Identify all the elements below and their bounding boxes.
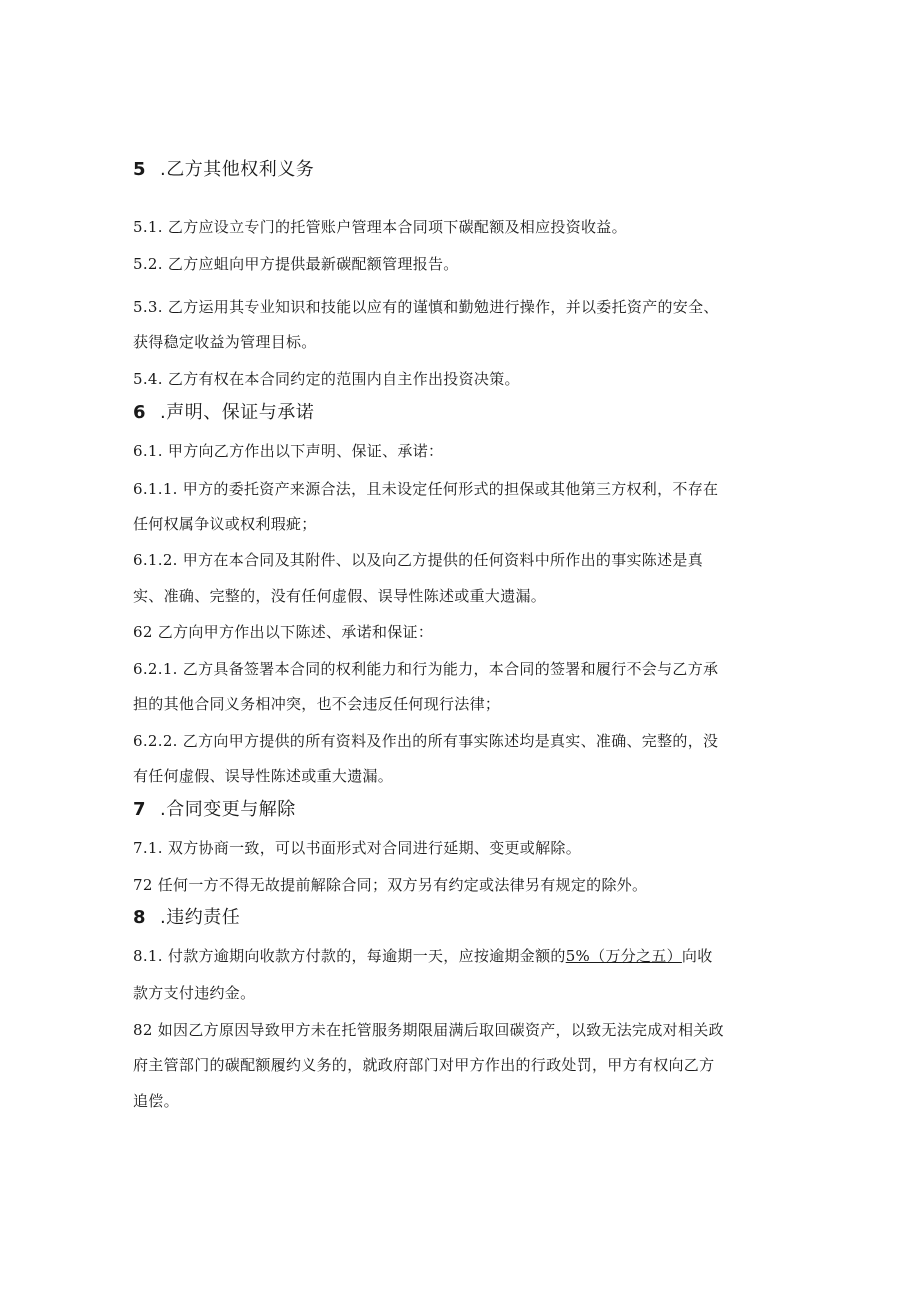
section-7-heading <box>133 798 296 822</box>
clause-8-2-line-2: 府主管部门的碳配额履约义务的，就政府部门对甲方作出的行政处罚，甲方有权向乙方 <box>133 1056 715 1074</box>
clause-text: 向收 <box>681 947 713 965</box>
section-6-heading <box>133 401 314 425</box>
clause-8-2-line-3: 追偿。 <box>133 1092 179 1110</box>
clause-5-3-line-1: 5.3. 乙方运用其专业知识和技能以应有的谨慎和勤勉进行操作，并以委托资产的安全、 <box>133 298 719 316</box>
section-8-heading <box>133 906 240 930</box>
clause-6-1: 6.1. 甲方向乙方作出以下声明、保证、承诺： <box>133 442 444 460</box>
clause-5-2: 5.2. 乙方应蛆向甲方提供最新碳配额管理报告。 <box>133 255 459 273</box>
clause-5-3-line-2: 获得稳定收益为管理目标。 <box>133 333 317 351</box>
clause-5-4: 5.4. 乙方有权在本合同约定的范围内自主作出投资决策。 <box>133 370 520 388</box>
clause-8-2-line-1: 82 如因乙方原因导致甲方未在托管服务期限届满后取回碳资产，以致无法完成对相关政 <box>133 1021 724 1039</box>
penalty-rate: 5%（万分之五） <box>565 947 682 965</box>
clause-6-1-1-line-1: 6.1.1. 甲方的委托资产来源合法，且未设定任何形式的担保或其他第三方权利，不存在 <box>133 480 719 498</box>
clause-6-1-1-line-2: 任何权属争议或权利瑕疵； <box>133 515 317 533</box>
section-title: .乙方其他权利义务 <box>160 159 315 180</box>
section-number: 8 <box>133 907 147 928</box>
clause-6-2-2-line-2: 有任何虚假、误导性陈述或重大遗漏。 <box>133 767 394 785</box>
section-number: 7 <box>133 799 147 820</box>
clause-6-2: 62 乙方向甲方作出以下陈述、承诺和保证： <box>133 623 434 641</box>
section-title: .合同变更与解除 <box>160 799 296 820</box>
clause-5-1: 5.1. 乙方应设立专门的托管账户管理本合同项下碳配额及相应投资收益。 <box>133 218 627 236</box>
clause-8-1-line-1 <box>133 946 713 966</box>
section-5-heading <box>133 158 314 182</box>
clause-6-2-1-line-1: 6.2.1. 乙方具备签署本合同的权利能力和行为能力，本合同的签署和履行不会与乙方承 <box>133 660 719 678</box>
section-number: 5 <box>133 159 147 180</box>
clause-7-2: 72 任何一方不得无故提前解除合同；双方另有约定或法律另有规定的除外。 <box>133 876 648 894</box>
clause-text: 8.1. 付款方逾期向收款方付款的，每逾期一天，应按逾期金额的 <box>133 947 566 965</box>
clause-6-2-1-line-2: 担的其他合同义务相冲突，也不会违反任何现行法律； <box>133 695 501 713</box>
clause-6-2-2-line-1: 6.2.2. 乙方向甲方提供的所有资料及作出的所有事实陈述均是真实、准确、完整的，没 <box>133 732 719 750</box>
section-title: .违约责任 <box>160 907 241 928</box>
clause-6-1-2-line-2: 实、准确、完整的，没有任何虚假、误导性陈述或重大遗漏。 <box>133 587 547 605</box>
section-number: 6 <box>133 402 147 423</box>
clause-6-1-2-line-1: 6.1.2. 甲方在本合同及其附件、以及向乙方提供的任何资料中所作出的事实陈述是真 <box>133 551 704 569</box>
clause-8-1-line-2: 款方支付违约金。 <box>133 984 256 1002</box>
clause-7-1: 7.1. 双方协商一致，可以书面形式对合同进行延期、变更或解除。 <box>133 839 581 857</box>
section-title: .声明、保证与承诺 <box>160 402 315 423</box>
